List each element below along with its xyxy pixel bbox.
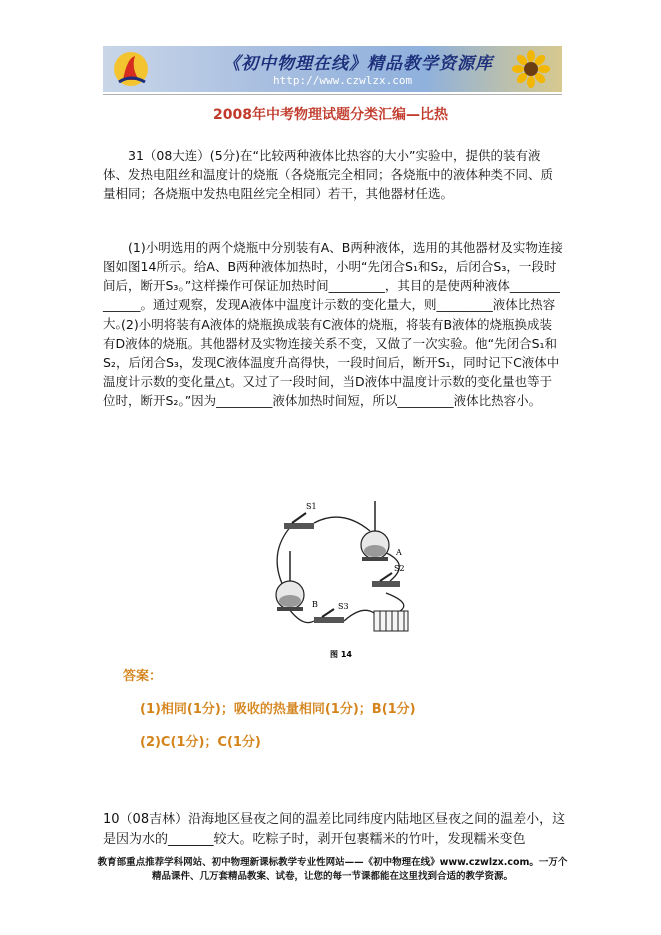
label-s3: S3 <box>338 602 349 611</box>
label-s1: S1 <box>306 502 317 511</box>
label-b: B <box>312 600 318 609</box>
circuit-figure-14 <box>262 493 420 663</box>
figure-caption: 图 14 <box>330 650 352 659</box>
footer-line-2: 精品课件、几万套精品教案、试卷，让您的每一节课都能在这里找到合适的教学资源。 <box>151 871 513 882</box>
answer-line-2: (2)C(1分)；C(1分) <box>140 735 261 750</box>
answer-line-1: (1)相同(1分)；吸收的热量相同(1分)；B(1分) <box>140 702 416 717</box>
header-banner <box>103 46 562 92</box>
question-31-part1: (1)小明选用的两个烧瓶中分别装有A、B两种液体，选用的其他器材及实物连接图如图14所示。给A、B两种液体加热时，小明“先闭合S₁和S₂，后闭合S₃，一段时间后，断开S₃。”这样操作可保证加热时间_________，其目的是使两种液体______________。通过观察，发现A液体中温度计示数的变化量大，则_________液体比热容大。 <box>103 240 563 331</box>
banner-url: http://www.czwlzx.com <box>273 74 413 87</box>
question-31-part2: (2)小明将装有A液体的烧瓶换成装有C液体的烧瓶，将装有B液体的烧瓶换成装有D液体的烧瓶。其他器材及实物连接关系不变，又做了一次实验。他“先闭合S₁和S₂，后闭合S₃，发现C液体温度升高得快，一段时间后，断开S₁，同时记下C液体中温度计示数的变化量△t。又过了一段时间，当D液体中温度计示数的变化量也等于位时，断开S₂。”因为_________液体加热时间短，所以_________液体比热容小。 <box>103 317 560 408</box>
question-10: 10（08吉林）沿海地区昼夜之间的温差比同纬度内陆地区昼夜之间的温差小，这是因为水的_______较大。吃粽子时，剥开包裹糯米的竹叶，发现糯米变色 <box>103 812 566 847</box>
sunflower-icon <box>512 50 550 88</box>
answer-label: 答案： <box>123 669 163 684</box>
site-logo-icon <box>111 50 151 88</box>
label-s2: S2 <box>394 564 405 573</box>
banner-title: 《初中物理在线》精品教学资源库 <box>223 54 493 74</box>
page-title: 2008年中考物理试题分类汇编—比热 <box>213 107 448 123</box>
footer-line-1: 教育部重点推荐学科网站、初中物理新课标教学专业性网站——《初中物理在线》www.czwlzx.com。一万个 <box>97 857 568 868</box>
header-divider <box>103 94 562 95</box>
question-31-intro: 31（08大连）(5分)在“比较两种液体比热容的大小”实验中，提供的装有液体、发热电阻丝和温度计的烧瓶（各烧瓶完全相同；各烧瓶中的液体种类不同、质量相同；各烧瓶中发热电阻丝完全相同）若干，其他器材任选。 <box>103 148 554 201</box>
footer <box>80 856 585 884</box>
label-a: A <box>396 548 402 557</box>
